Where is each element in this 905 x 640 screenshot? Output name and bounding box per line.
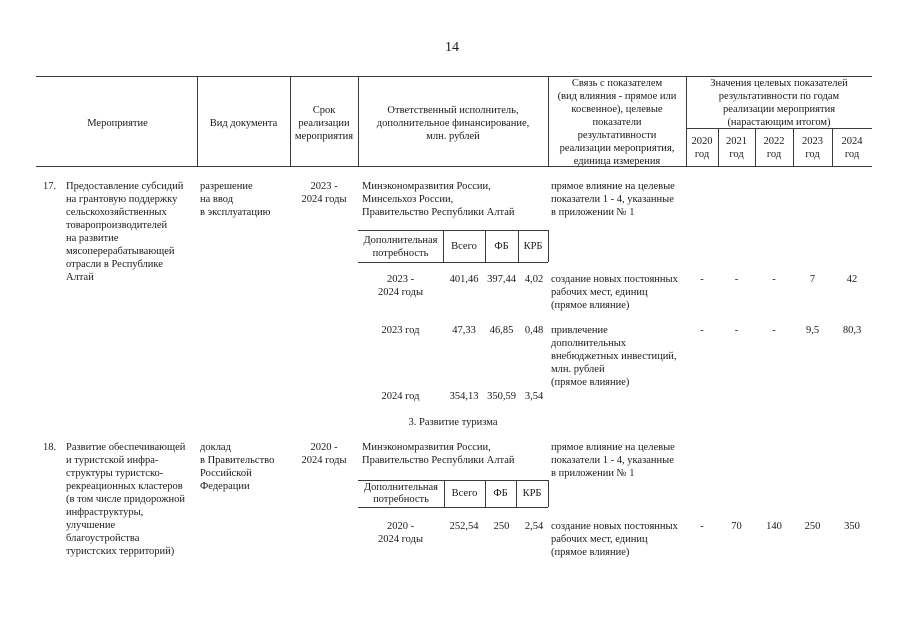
row-event-line: структуры туристско- — [66, 468, 164, 479]
header-link: (вид влияния - прямое или — [557, 91, 677, 102]
indicator-name-line: рабочих мест, единиц — [551, 534, 648, 545]
page-number: 14 — [445, 40, 459, 55]
header-year: 2020 — [691, 136, 713, 147]
funding-krb-header: КРБ — [523, 241, 543, 252]
header-link: показатели — [592, 117, 642, 128]
funding-need-header: Дополнительная — [363, 235, 438, 246]
header-event: Мероприятие — [87, 118, 148, 129]
indicator-name-line: дополнительных — [551, 338, 627, 349]
row-link-line: в приложении № 1 — [551, 207, 635, 218]
funding-fb: 397,44 — [487, 274, 516, 285]
header-bottom-rule — [36, 166, 872, 167]
header-values-title: реализации мероприятия — [722, 104, 836, 115]
indicator-value-2022: 140 — [766, 521, 782, 532]
indicator-name-line: (прямое влияние) — [551, 377, 630, 388]
row-link-line: прямое влияние на целевые — [551, 181, 675, 192]
funding-period: 2023 год — [381, 325, 420, 336]
funding-need-header: потребность — [372, 248, 429, 259]
row-event-line: товаропроизводителей — [66, 220, 168, 231]
row-event-line: (в том числе придорожной — [66, 494, 185, 505]
funding-table-divider — [548, 230, 549, 262]
indicator-name-line: привлечение — [551, 325, 608, 336]
funding-period: 2024 годы — [377, 534, 423, 545]
indicator-name-line: млн. рублей — [551, 364, 605, 375]
row-event-line: рекреационных кластеров — [66, 481, 183, 492]
header-year-word: год — [805, 149, 820, 160]
indicator-value-2024: 80,3 — [842, 325, 862, 336]
funding-total: 47,33 — [452, 325, 476, 336]
indicator-name-line: создание новых постоянных — [551, 274, 678, 285]
row-event-line: мясоперерабатывающей — [66, 246, 175, 257]
funding-krb: 4,02 — [524, 274, 544, 285]
header-link: единица измерения — [573, 156, 661, 167]
funding-fb-header: ФБ — [494, 241, 509, 252]
row-link-line: в приложении № 1 — [551, 468, 635, 479]
row-responsible-line: Минсельхоз России, — [362, 194, 454, 205]
funding-krb: 0,48 — [524, 325, 544, 336]
row-event-line: на развитие — [66, 233, 119, 244]
indicator-name-line: внебюджетных инвестиций, — [551, 351, 677, 362]
funding-table-divider — [548, 480, 549, 507]
funding-total: 401,46 — [449, 274, 479, 285]
row-responsible-line: Минэкономразвития России, — [362, 181, 491, 192]
row-link-line: показатели 1 - 4, указанные — [551, 194, 674, 205]
section-heading: 3. Развитие туризма — [408, 417, 498, 428]
indicator-value-2024: 42 — [846, 274, 858, 285]
row-number: 18. — [43, 442, 57, 453]
indicator-name-line: (прямое влияние) — [551, 547, 630, 558]
row-term-line: 2023 - — [310, 181, 338, 192]
row-number: 17. — [43, 181, 57, 192]
header-link: результативности — [577, 130, 657, 141]
row-link-line: показатели 1 - 4, указанные — [551, 455, 674, 466]
row-event-line: Алтай — [66, 272, 94, 283]
indicator-value-2020: - — [700, 521, 704, 532]
header-responsible: млн. рублей — [426, 131, 480, 142]
funding-period: 2023 - — [386, 274, 415, 285]
row-doc-type-line: разрешение — [200, 181, 253, 192]
indicator-value-2021: 70 — [731, 521, 742, 532]
header-year-word: год — [694, 149, 710, 160]
row-event-line: благоустройства — [66, 533, 140, 544]
funding-fb: 46,85 — [489, 325, 514, 336]
row-doc-type-line: Федерации — [200, 481, 250, 492]
funding-total-header: Всего — [451, 488, 478, 499]
indicator-value-2023: 7 — [809, 274, 816, 285]
header-year: 2023 — [802, 136, 823, 147]
row-doc-type-line: в Правительство — [200, 455, 275, 466]
row-event-line: туристских территорий) — [66, 546, 175, 557]
header-doc-type: Вид документа — [209, 118, 278, 129]
header-term: Срок — [312, 105, 336, 116]
indicator-name-line: рабочих мест, единиц — [551, 287, 648, 298]
row-doc-type-line: доклад — [200, 442, 231, 453]
header-year: 2021 — [726, 136, 747, 147]
header-responsible: Ответственный исполнитель, — [387, 105, 519, 116]
indicator-value-2022: - — [772, 274, 776, 285]
row-event-line: отрасли в Республике — [66, 259, 163, 270]
funding-period: 2024 годы — [377, 287, 423, 298]
header-values-title: (нарастающим итогом) — [727, 117, 831, 128]
row-term-line: 2024 годы — [301, 455, 347, 466]
indicator-value-2020: - — [700, 274, 704, 285]
row-event-line: инфраструктуры, — [66, 507, 144, 518]
header-year-word: год — [766, 149, 782, 160]
row-event-line: на грантовую поддержку — [66, 194, 178, 205]
header-term: реализации — [298, 118, 350, 129]
funding-table-rule — [358, 230, 548, 231]
funding-krb: 3,54 — [524, 391, 544, 402]
row-link-line: прямое влияние на целевые — [551, 442, 675, 453]
row-term-line: 2024 годы — [301, 194, 347, 205]
row-doc-type-line: Российской — [200, 468, 252, 479]
indicator-name-line: создание новых постоянных — [551, 521, 678, 532]
row-responsible-line: Минэкономразвития России, — [362, 442, 491, 453]
row-event-line: Развитие обеспечивающей — [66, 442, 186, 453]
funding-need-header: Дополнительная — [363, 482, 438, 493]
row-doc-type-line: в эксплуатацию — [200, 207, 271, 218]
header-responsible: дополнительное финансирование, — [376, 118, 530, 129]
funding-fb: 350,59 — [487, 391, 516, 402]
indicator-value-2023: 9,5 — [805, 325, 820, 336]
indicator-value-2021: - — [734, 325, 739, 336]
header-year-word: год — [844, 149, 860, 160]
header-values-title: Значения целевых показателей — [710, 78, 848, 89]
funding-table-rule — [358, 262, 548, 263]
row-responsible-line: Правительство Республики Алтай — [362, 455, 515, 466]
funding-total: 354,13 — [449, 391, 479, 402]
header-link: реализации мероприятия, — [559, 143, 675, 154]
funding-fb: 250 — [493, 521, 510, 532]
funding-total-header: Всего — [451, 241, 477, 252]
indicator-value-2023: 250 — [804, 521, 821, 532]
row-term-line: 2020 - — [310, 442, 338, 453]
header-values-title: результативности по годам — [718, 91, 840, 102]
indicator-value-2020: - — [700, 325, 704, 336]
header-link: Связь с показателем — [571, 78, 663, 89]
funding-krb: 2,54 — [524, 521, 544, 532]
indicator-value-2022: - — [772, 325, 776, 336]
funding-table-rule — [358, 507, 548, 508]
header-year-word: год — [729, 149, 744, 160]
row-responsible-line: Правительство Республики Алтай — [362, 207, 515, 218]
row-event-line: и туристской инфра- — [66, 455, 159, 466]
header-year: 2024 — [841, 136, 863, 147]
header-term: мероприятия — [294, 131, 354, 142]
header-year: 2022 — [763, 136, 785, 147]
indicator-value-2024: 350 — [844, 521, 860, 532]
header-link: косвенное), целевые — [571, 104, 663, 115]
funding-period: 2024 год — [381, 391, 420, 402]
indicator-name-line: (прямое влияние) — [551, 300, 630, 311]
funding-period: 2020 - — [386, 521, 415, 532]
row-event-line: сельскохозяйственных — [66, 207, 167, 218]
funding-total: 252,54 — [449, 521, 479, 532]
funding-krb-header: КРБ — [522, 488, 542, 499]
row-doc-type-line: на ввод — [200, 194, 234, 205]
row-event-line: улучшение — [66, 520, 116, 531]
indicator-value-2021: - — [734, 274, 739, 285]
funding-fb-header: ФБ — [493, 488, 508, 499]
row-event-line: Предоставление субсидий — [66, 181, 184, 192]
funding-need-header: потребность — [373, 494, 429, 505]
